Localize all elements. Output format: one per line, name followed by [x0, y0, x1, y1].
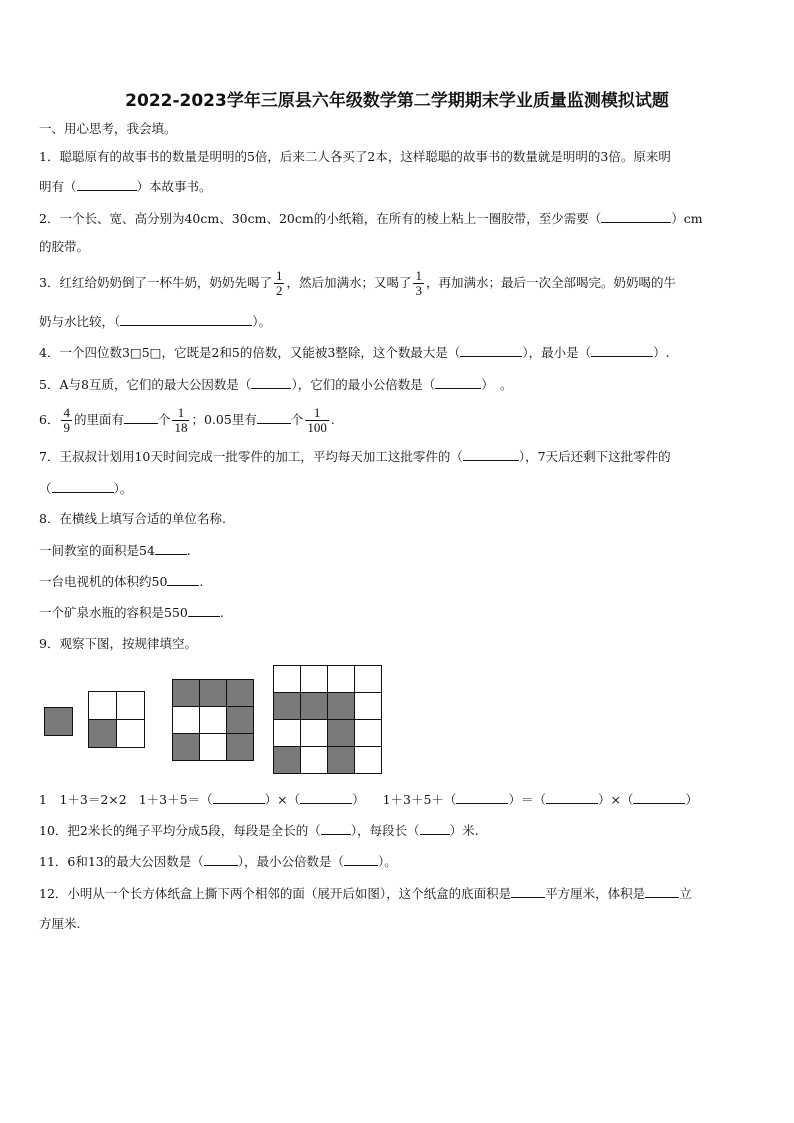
q11-text-a: 11．6和13的最大公因数是（: [39, 854, 204, 869]
grid-cell: [274, 666, 301, 693]
grid-figure-3: [172, 679, 254, 761]
q8-text-f: .: [219, 605, 224, 620]
question-3-line-2: [39, 313, 271, 330]
q7-text-d: ）。: [113, 481, 133, 496]
q6-text-d: ；0.05里有: [191, 412, 257, 427]
q12-text-a: 12．小明从一个长方体纸盒上撕下两个相邻的面（展开后如图），这个纸盒的底面积是: [39, 886, 512, 901]
q9-text-g: ）: [685, 792, 698, 807]
q2-text-a: 2．一个长、宽、高分别为40cm、30cm、20cm的小纸箱，在所有的棱上粘上一圈胶带，至少需要（: [39, 211, 602, 226]
q12-text-b: 平方厘米，体积是: [545, 886, 646, 901]
question-5: [39, 376, 512, 393]
q1-text-a: 明有（: [39, 179, 77, 194]
question-2-line-1: [39, 210, 703, 227]
q5-text-b: ），它们的最小公倍数是（: [291, 377, 436, 392]
q9-text-d: 1＋3＋5＋（: [382, 792, 457, 807]
question-3-line-1: [39, 265, 676, 301]
q3-text-a: 3．红红给奶奶倒了一杯牛奶，奶奶先喝了: [39, 275, 272, 290]
q7-text-b: ），7天后还剩下这批零件的: [518, 449, 671, 464]
grid-cell: [200, 707, 227, 734]
grid-figure-2: [88, 691, 145, 748]
answer-blank[interactable]: [460, 344, 522, 357]
denominator: 100: [307, 420, 327, 435]
q3-text-d: 奶与水比较，（: [39, 314, 121, 329]
q8-text-d: .: [199, 574, 204, 589]
q6-text-a: 6．: [39, 412, 60, 427]
question-8-item-2: [39, 573, 203, 590]
q1-text-b: ）本故事书。: [136, 179, 212, 194]
answer-blank[interactable]: [601, 210, 671, 223]
q8-text-e: 一个矿泉水瓶的容积是550: [39, 605, 188, 620]
answer-blank[interactable]: [120, 313, 252, 326]
question-2-line-2: 的胶带。: [39, 239, 90, 254]
grid-cell-shaded: [328, 747, 355, 774]
numerator: 1: [305, 406, 329, 421]
grid-cell-shaded: [227, 734, 254, 761]
q6-text-e: 个: [290, 412, 304, 427]
q5-text-a: 5．A与8互质，它们的最大公因数是（: [39, 377, 252, 392]
grid-cell: [117, 720, 145, 748]
q8-text-b: .: [186, 543, 191, 558]
q3-text-b: ，然后加满水；又喝了: [286, 275, 412, 290]
grid-cell-shaded: [328, 720, 355, 747]
grid-cell-shaded: [328, 693, 355, 720]
q7-text-a: 7．王叔叔计划用10天时间完成一批零件的加工，平均每天加工这批零件的（: [39, 449, 463, 464]
answer-blank[interactable]: [213, 791, 265, 804]
answer-blank[interactable]: [188, 604, 220, 617]
answer-blank[interactable]: [204, 853, 238, 866]
grid-cell-shaded: [301, 693, 328, 720]
grid-cell: [355, 747, 382, 774]
q4-text-a: 4．一个四位数3□5□，它既是2和5的倍数，又能被3整除，这个数最大是（: [39, 345, 461, 360]
answer-blank[interactable]: [300, 791, 352, 804]
q10-text-a: 10．把2米长的绳子平均分成5段，每段是全长的（: [39, 823, 321, 838]
grid-cell-shaded: [200, 680, 227, 707]
q12-text-c: 立: [679, 886, 692, 901]
grid-cell: [117, 692, 145, 720]
answer-blank[interactable]: [435, 376, 481, 389]
fraction: [305, 406, 329, 435]
question-12-line-1: [39, 885, 692, 902]
grid-cell-shaded: [173, 734, 200, 761]
numerator: 1: [172, 406, 189, 421]
grid-cell: [274, 720, 301, 747]
grid-cell-shaded: [227, 707, 254, 734]
q2-text-b: ）cm: [671, 211, 703, 226]
denominator: 3: [415, 283, 422, 298]
answer-blank[interactable]: [344, 853, 378, 866]
q11-text-b: ），最小公倍数是（: [237, 854, 345, 869]
question-7-line-1: [39, 448, 671, 465]
numerator: 4: [63, 405, 70, 420]
denominator: 9: [63, 420, 70, 435]
q10-text-b: ），每段长（: [350, 823, 420, 838]
fraction: [172, 406, 189, 435]
question-6: [39, 402, 335, 438]
denominator: 18: [174, 420, 188, 435]
answer-blank[interactable]: [420, 822, 450, 835]
q6-text-f: .: [330, 412, 335, 427]
grid-cell: [355, 693, 382, 720]
q9-text-c: ）: [352, 792, 365, 807]
q8-text-c: 一台电视机的体积约50: [39, 574, 168, 589]
grid-cell-shaded: [89, 720, 117, 748]
question-10: [39, 822, 479, 839]
question-4: [39, 344, 670, 361]
answer-blank[interactable]: [155, 542, 187, 555]
grid-figure-4: [273, 665, 382, 774]
answer-blank[interactable]: [251, 376, 291, 389]
grid-cell: [328, 666, 355, 693]
grid-cell: [200, 734, 227, 761]
grid-cell: [301, 720, 328, 747]
grid-figure-1: [44, 707, 73, 736]
q9-text-e: ）＝（: [508, 792, 546, 807]
answer-blank[interactable]: [633, 791, 685, 804]
q8-text-a: 一间教室的面积是54: [39, 543, 155, 558]
q5-text-c: ） 。: [481, 377, 513, 392]
page-title: 2022-2023学年三原县六年级数学第二学期期末学业质量监测模拟试题: [125, 91, 669, 111]
grid-cell: [355, 666, 382, 693]
grid-cell: [355, 720, 382, 747]
question-8-item-1: [39, 542, 191, 559]
q9-text-f: ）×（: [597, 792, 634, 807]
fraction: [413, 269, 424, 298]
q4-text-b: ），最小是（: [522, 345, 592, 360]
denominator: 2: [275, 283, 283, 298]
q6-text-b: 的里面有: [73, 412, 124, 427]
answer-blank[interactable]: [52, 480, 114, 493]
q9-text-b: ）×（: [264, 792, 301, 807]
grid-cell: [301, 666, 328, 693]
q9-text-a: 1＋3＋5＝（: [138, 792, 213, 807]
grid-cell-shaded: [227, 680, 254, 707]
grid-cell-shaded: [173, 680, 200, 707]
grid-cell-shaded: [274, 747, 301, 774]
grid-cell: [89, 692, 117, 720]
answer-blank[interactable]: [546, 791, 598, 804]
question-1-line-1: 1．聪聪原有的故事书的数量是明明的5倍，后来二人各买了2本，这样聪聪的故事书的数量就是明明的3倍。原来明: [39, 149, 671, 164]
answer-blank[interactable]: [645, 885, 679, 898]
q6-text-c: 个: [157, 412, 171, 427]
question-12-line-2: 方厘米.: [39, 916, 81, 931]
numerator: 1: [415, 268, 422, 283]
grid-cell: [301, 747, 328, 774]
question-9-prompt: 9．观察下图，按规律填空。: [39, 636, 197, 651]
q4-text-c: ）.: [653, 345, 670, 360]
question-8-prompt: 8．在横线上填写合适的单位名称.: [39, 511, 226, 526]
question-8-item-3: [39, 604, 224, 621]
answer-blank[interactable]: [124, 411, 158, 424]
q3-text-e: ）。: [252, 314, 272, 329]
answer-blank[interactable]: [257, 411, 291, 424]
grid-cell: [173, 707, 200, 734]
fraction: [61, 406, 72, 435]
question-1-line-2: [39, 178, 212, 195]
grid-cell-shaded: [274, 693, 301, 720]
q7-text-c: （: [39, 481, 52, 496]
section-heading: 一、用心思考，我会填。: [39, 121, 177, 136]
answer-blank[interactable]: [321, 822, 351, 835]
answer-blank[interactable]: [456, 791, 508, 804]
q3-text-c: ，再加满水；最后一次全部喝完。奶奶喝的牛: [425, 275, 676, 290]
answer-blank[interactable]: [77, 178, 137, 191]
q10-text-c: ）米.: [449, 823, 479, 838]
q11-text-c: ）。: [378, 854, 397, 869]
question-9-equations: [39, 791, 698, 808]
answer-blank[interactable]: [167, 573, 199, 586]
equation-1: 1 1＋3＝2×2: [39, 792, 127, 807]
answer-blank[interactable]: [591, 344, 653, 357]
numerator: 1: [275, 268, 283, 283]
fraction: [274, 269, 285, 298]
answer-blank[interactable]: [463, 448, 519, 461]
question-11: [39, 853, 397, 870]
answer-blank[interactable]: [511, 885, 545, 898]
question-7-line-2: [39, 480, 132, 497]
